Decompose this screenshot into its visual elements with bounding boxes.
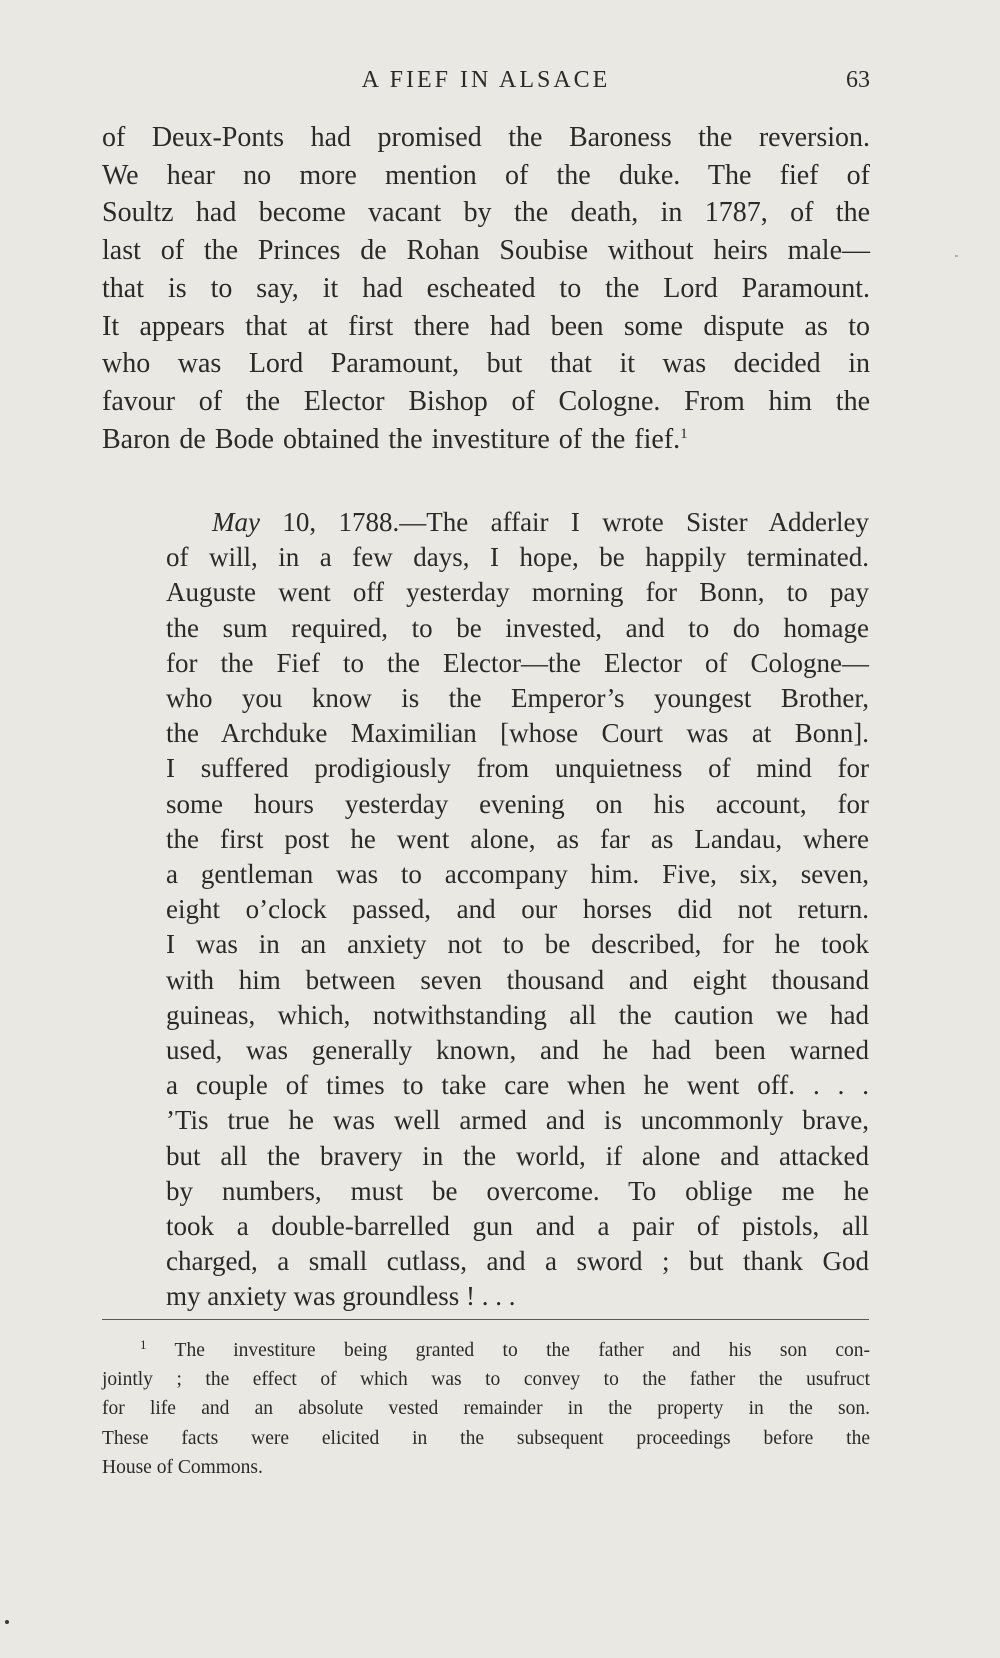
footnote-divider [102,1319,869,1320]
letter-line: a gentleman was to accompany him. Five, six, seven, [166,859,869,890]
letter-line: the first post he went alone, as far as Landau, where [166,823,869,854]
letter-line: some hours yesterday evening on his account, for [166,788,869,819]
footnote-mark: 1 [140,1337,147,1352]
footnote-line-text: The investiture being granted to the father and his son con- [174,1340,870,1361]
letter-line: who you know is the Emperor’s youngest Brother, [166,683,869,714]
paper-speck [955,255,958,257]
letter-date-line [166,505,869,540]
footnote-line: House of Commons. [102,1456,263,1478]
text-line: last of the Princes de Rohan Soubise without heirs male— [102,235,870,267]
letter-line: charged, a small cutlass, and a sword ; but thank God [166,1246,869,1277]
letter-line: of will, in a few days, I hope, be happily terminated. [166,542,869,573]
letter-line: used, was generally known, and he had been warned [166,1035,869,1066]
text-line: We hear no more mention of the duke. The fief of [102,159,870,191]
letter-line: ’Tis true he was well armed and is uncommonly brave, [166,1105,869,1136]
text-line-with-footnote [102,421,870,459]
letter-line: my anxiety was groundless ! . . . [166,1281,516,1312]
letter-line: by numbers, must be overcome. To oblige me he [166,1175,869,1206]
footnote-line [102,1336,870,1365]
text-line: that is to say, it had escheated to the Lord Paramount. [102,272,870,304]
page-header [102,60,870,100]
footnote-line: for life and an absolute vested remainder in the property in the son. [102,1398,870,1420]
letter-line: eight o’clock passed, and our horses did not return. [166,894,869,925]
letter-date-rest: 10, 1788.—The affair I wrote Sister Adderley [259,507,869,537]
paper-speck [5,1620,9,1624]
letter-line: with him between seven thousand and eight thousand [166,964,869,995]
letter-extract [166,505,869,1315]
text-line: It appears that at first there had been some dispute as to [102,310,870,342]
letter-line: but all the bravery in the world, if alone and attacked [166,1140,869,1171]
letter-line: for the Fief to the Elector—the Elector of Cologne— [166,647,869,678]
letter-line: the Archduke Maximilian [whose Court was at Bonn]. [166,718,869,749]
text-line: of Deux-Ponts had promised the Baroness the reversion. [102,122,870,153]
page-number: 63 [846,67,870,93]
footnote-line: jointly ; the effect of which was to convey to the father the usufruct [102,1369,870,1391]
letter-date-month: May [212,507,260,537]
footnote [102,1336,870,1482]
letter-line: the sum required, to be invested, and to do homage [166,612,869,643]
letter-line: took a double-barrelled gun and a pair of pistols, all [166,1211,869,1242]
letter-line: guineas, which, notwithstanding all the caution we had [166,999,869,1030]
letter-line: I was in an anxiety not to be described, for he took [166,929,869,960]
letter-line: I suffered prodigiously from unquietness of mind for [166,753,869,784]
text-line: favour of the Elector Bishop of Cologne. From him the [102,385,870,417]
running-head: A FIEF IN ALSACE [361,67,611,93]
body-paragraph [102,119,870,458]
footnote-reference[interactable]: 1 [680,425,688,442]
letter-line: Auguste went off yesterday morning for Bonn, to pay [166,577,869,608]
text-line: Baron de Bode obtained the investiture of the fief. [102,423,681,455]
letter-line: a couple of times to take care when he went off. . . . [166,1070,869,1101]
text-line: Soultz had become vacant by the death, in 1787, of the [102,197,870,229]
text-line: who was Lord Paramount, but that it was decided in [102,348,870,380]
footnote-line: These facts were elicited in the subsequent proceedings before the [102,1427,870,1449]
